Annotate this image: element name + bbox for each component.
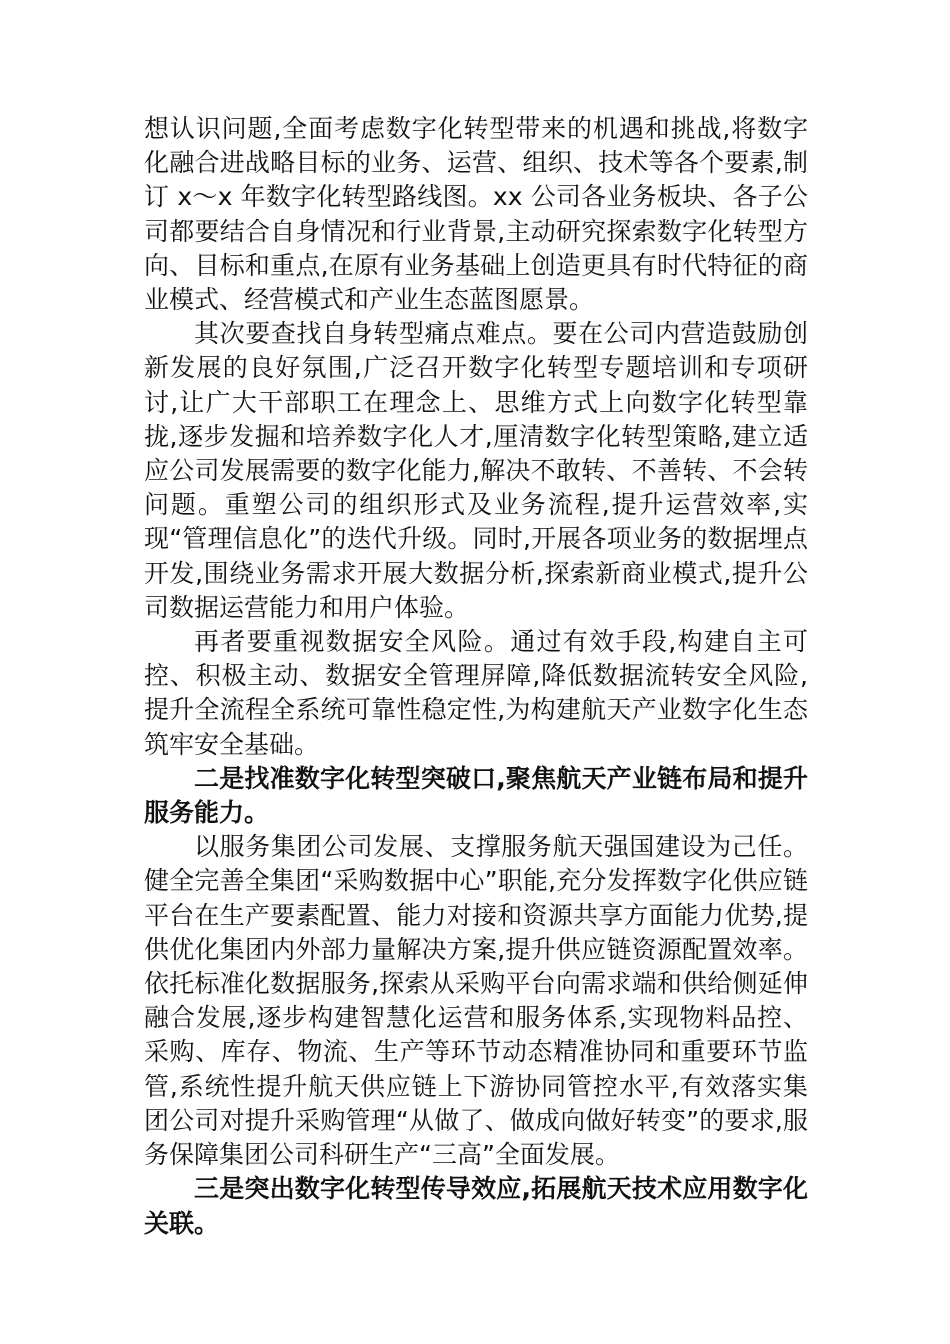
- document-body: [144, 112, 808, 1241]
- heading-breakthrough: 二是找准数字化转型突破口,聚焦航天产业链布局和提升服务能力。: [144, 763, 808, 828]
- heading-transmission-effect: 三是突出数字化转型传导效应,拓展航天技术应用数字化关联。: [144, 1174, 808, 1238]
- paragraph-service-group: 以服务集团公司发展、支撑服务航天强国建设为己任。健全完善全集团“采购数据中心”职能,充分发挥数字化供应链平台在生产要素配置、能力对接和资源共享方面能力优势,提供优化集团内外部力量解决方案,提升供应链资源配置效率。依托标准化数据服务,探索从采购平台向需求端和供给侧延伸融合发展,逐步构建智慧化运营和服务体系,实现物料品控、采购、库存、物流、生产等环节动态精准协同和重要环节监管,系统性提升航天供应链上下游协同管控水平,有效落实集团公司对提升采购管理“从做了、做成向做好转变”的要求,服务保障集团公司科研生产“三高”全面发展。: [144, 832, 808, 1170]
- paragraph-continuation: 想认识问题,全面考虑数字化转型带来的机遇和挑战,将数字化融合进战略目标的业务、运营、组织、技术等各个要素,制订 x～x 年数字化转型路线图。xx 公司各业务板块、各子公司都要结合自身情况和行业背景,主动研究探索数字化转型方向、目标和重点,在原有业务基础上创造更具有时代特征的商业模式、经营模式和产业生态蓝图愿景。: [144, 114, 808, 315]
- paragraph-pain-points: 其次要查找自身转型痛点难点。要在公司内营造鼓励创新发展的良好氛围,广泛召开数字化转型专题培训和专项研讨,让广大干部职工在理念上、思维方式上向数字化转型靠拢,逐步发掘和培养数字化人才,厘清数字化转型策略,建立适应公司发展需要的数字化能力,解决不敢转、不善转、不会转问题。重塑公司的组织形式及业务流程,提升运营效率,实现“管理信息化”的迭代升级。同时,开展各项业务的数据埋点开发,围绕业务需求开展大数据分析,探索新商业模式,提升公司数据运营能力和用户体验。: [144, 319, 808, 622]
- paragraph-data-security: 再者要重视数据安全风险。通过有效手段,构建自主可控、积极主动、数据安全管理屏障,降低数据流转安全风险,提升全流程全系统可靠性稳定性,为构建航天产业数字化生态筑牢安全基础。: [144, 627, 808, 759]
